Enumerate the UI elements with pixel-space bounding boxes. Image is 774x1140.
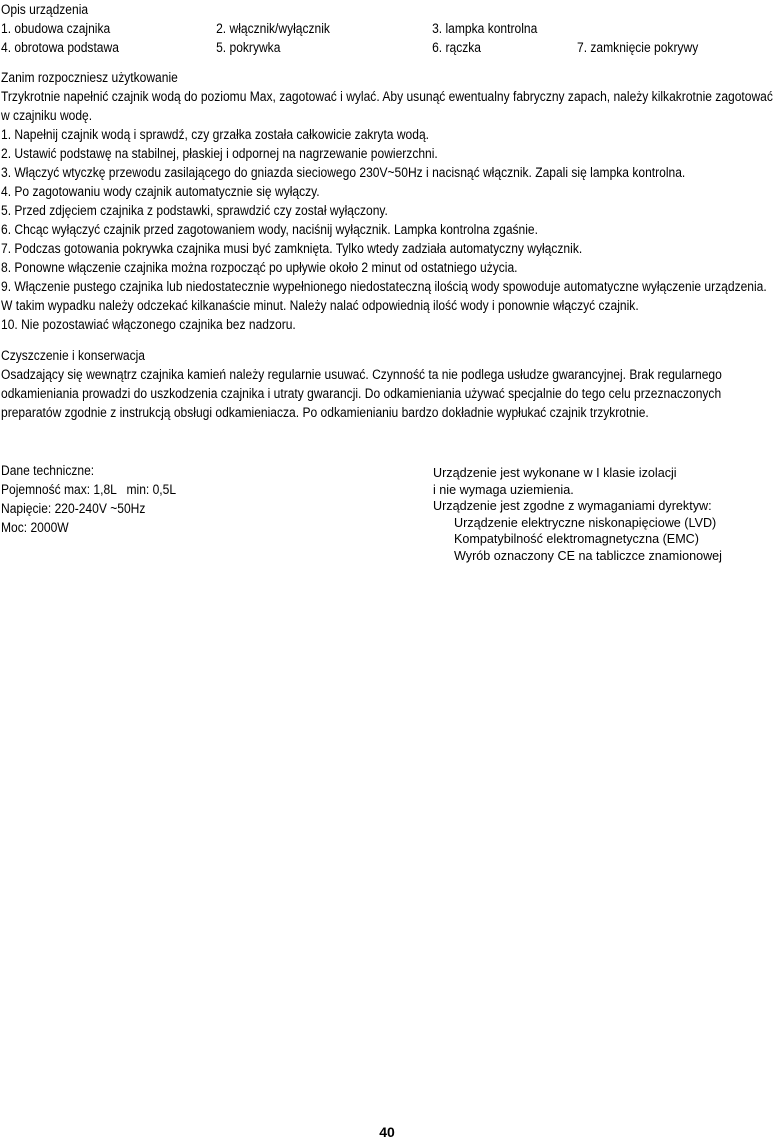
- usage-step: 8. Ponowne włączenie czajnika można rozpocząć po upływie około 2 minut od ostatniego użycia.: [1, 260, 518, 275]
- technical-heading: Dane techniczne:: [1, 463, 95, 478]
- grounding-note: i nie wymaga uziemienia.: [433, 482, 574, 497]
- page-number: 40: [379, 1124, 395, 1140]
- cleaning-text: Osadzający się wewnątrz czajnika kamień należy regularnie usuwać. Czynność ta nie podlega usłudze gwarancyjnej. Brak regularnego odkamieniania prowadzi do uszkodzenia czajnika i utraty gwarancji. Do odkamieniania używać specjalnie do tego celu przeznaczonych preparatów zgodnie z instrukcją obsługi odkamieniacza. Po odkamienianiu bardzo dokładnie wypłukać czajnik trzykrotnie.: [1, 367, 722, 420]
- directive-item: Kompatybilność elektromagnetyczna (EMC): [454, 532, 699, 546]
- usage-step: 1. Napełnij czajnik wodą i sprawdź, czy grzałka została całkowicie zakryta wodą.: [1, 127, 430, 142]
- directive-item: Urządzenie elektryczne niskonapięciowe (LVD): [454, 515, 717, 530]
- usage-step: 4. Po zagotowaniu wody czajnik automatycznie się wyłączy.: [1, 184, 320, 199]
- usage-step: 3. Włączyć wtyczkę przewodu zasilającego do gniazda sieciowego 230V~50Hz i nacisnąć włącznik. Zapali się lampka kontrolna.: [1, 165, 686, 180]
- directives-heading: Urządzenie jest zgodne z wymaganiami dyrektyw:: [433, 499, 712, 513]
- part-item: 1. obudowa czajnika: [1, 21, 111, 36]
- voltage-spec: Napięcie: 220-240V ~50Hz: [1, 501, 146, 516]
- capacity-spec: Pojemność max: 1,8L min: 0,5L: [1, 482, 177, 497]
- part-item: 7. zamknięcie pokrywy: [577, 40, 699, 55]
- cleaning-heading: Czyszczenie i konserwacja: [1, 348, 146, 363]
- usage-step: 9. Włączenie pustego czajnika lub niedostatecznie wypełnionego niedostateczną ilością wody spowoduje automatyczne wyłączenie urządzenia. W takim wypadku należy odczekać kilkanaście minut. Należy nalać odpowiednią ilość wody i ponownie włączyć czajnik.: [1, 279, 767, 313]
- power-spec: Moc: 2000W: [1, 520, 69, 535]
- usage-step: 5. Przed zdjęciem czajnika z podstawki, sprawdzić czy został wyłączony.: [1, 203, 388, 218]
- part-item: 2. włącznik/wyłącznik: [216, 21, 330, 36]
- before-use-intro: Trzykrotnie napełnić czajnik wodą do poziomu Max, zagotować i wylać. Aby usunąć ewentualny fabryczny zapach, należy kilkakrotnie zagotować w czajniku wodę.: [1, 89, 773, 123]
- usage-step: 7. Podczas gotowania pokrywka czajnika musi być zamknięta. Tylko wtedy zadziała automatyczny wyłącznik.: [1, 241, 583, 256]
- part-item: 6. rączka: [432, 40, 481, 55]
- usage-steps-list: [1, 125, 773, 334]
- part-item: 4. obrotowa podstawa: [1, 40, 119, 55]
- compliance-info: [433, 465, 722, 564]
- usage-step: 6. Chcąc wyłączyć czajnik przed zagotowaniem wody, naciśnij wyłącznik. Lampka kontrolna zgaśnie.: [1, 222, 538, 237]
- usage-step: 2. Ustawić podstawę na stabilnej, płaskiej i odpornej na nagrzewanie powierzchni.: [1, 146, 438, 161]
- technical-data: [1, 461, 176, 537]
- usage-step: 10. Nie pozostawiać włączonego czajnika bez nadzoru.: [1, 317, 296, 332]
- before-use-heading: Zanim rozpoczniesz użytkowanie: [1, 70, 178, 85]
- description-heading: Opis urządzenia: [1, 2, 89, 17]
- part-item: 3. lampka kontrolna: [432, 21, 538, 36]
- parts-list: [1, 19, 703, 59]
- insulation-class: Urządzenie jest wykonane w I klasie izolacji: [433, 466, 677, 480]
- part-item: 5. pokrywka: [216, 40, 281, 55]
- directive-item: Wyrób oznaczony CE na tabliczce znamionowej: [454, 548, 722, 563]
